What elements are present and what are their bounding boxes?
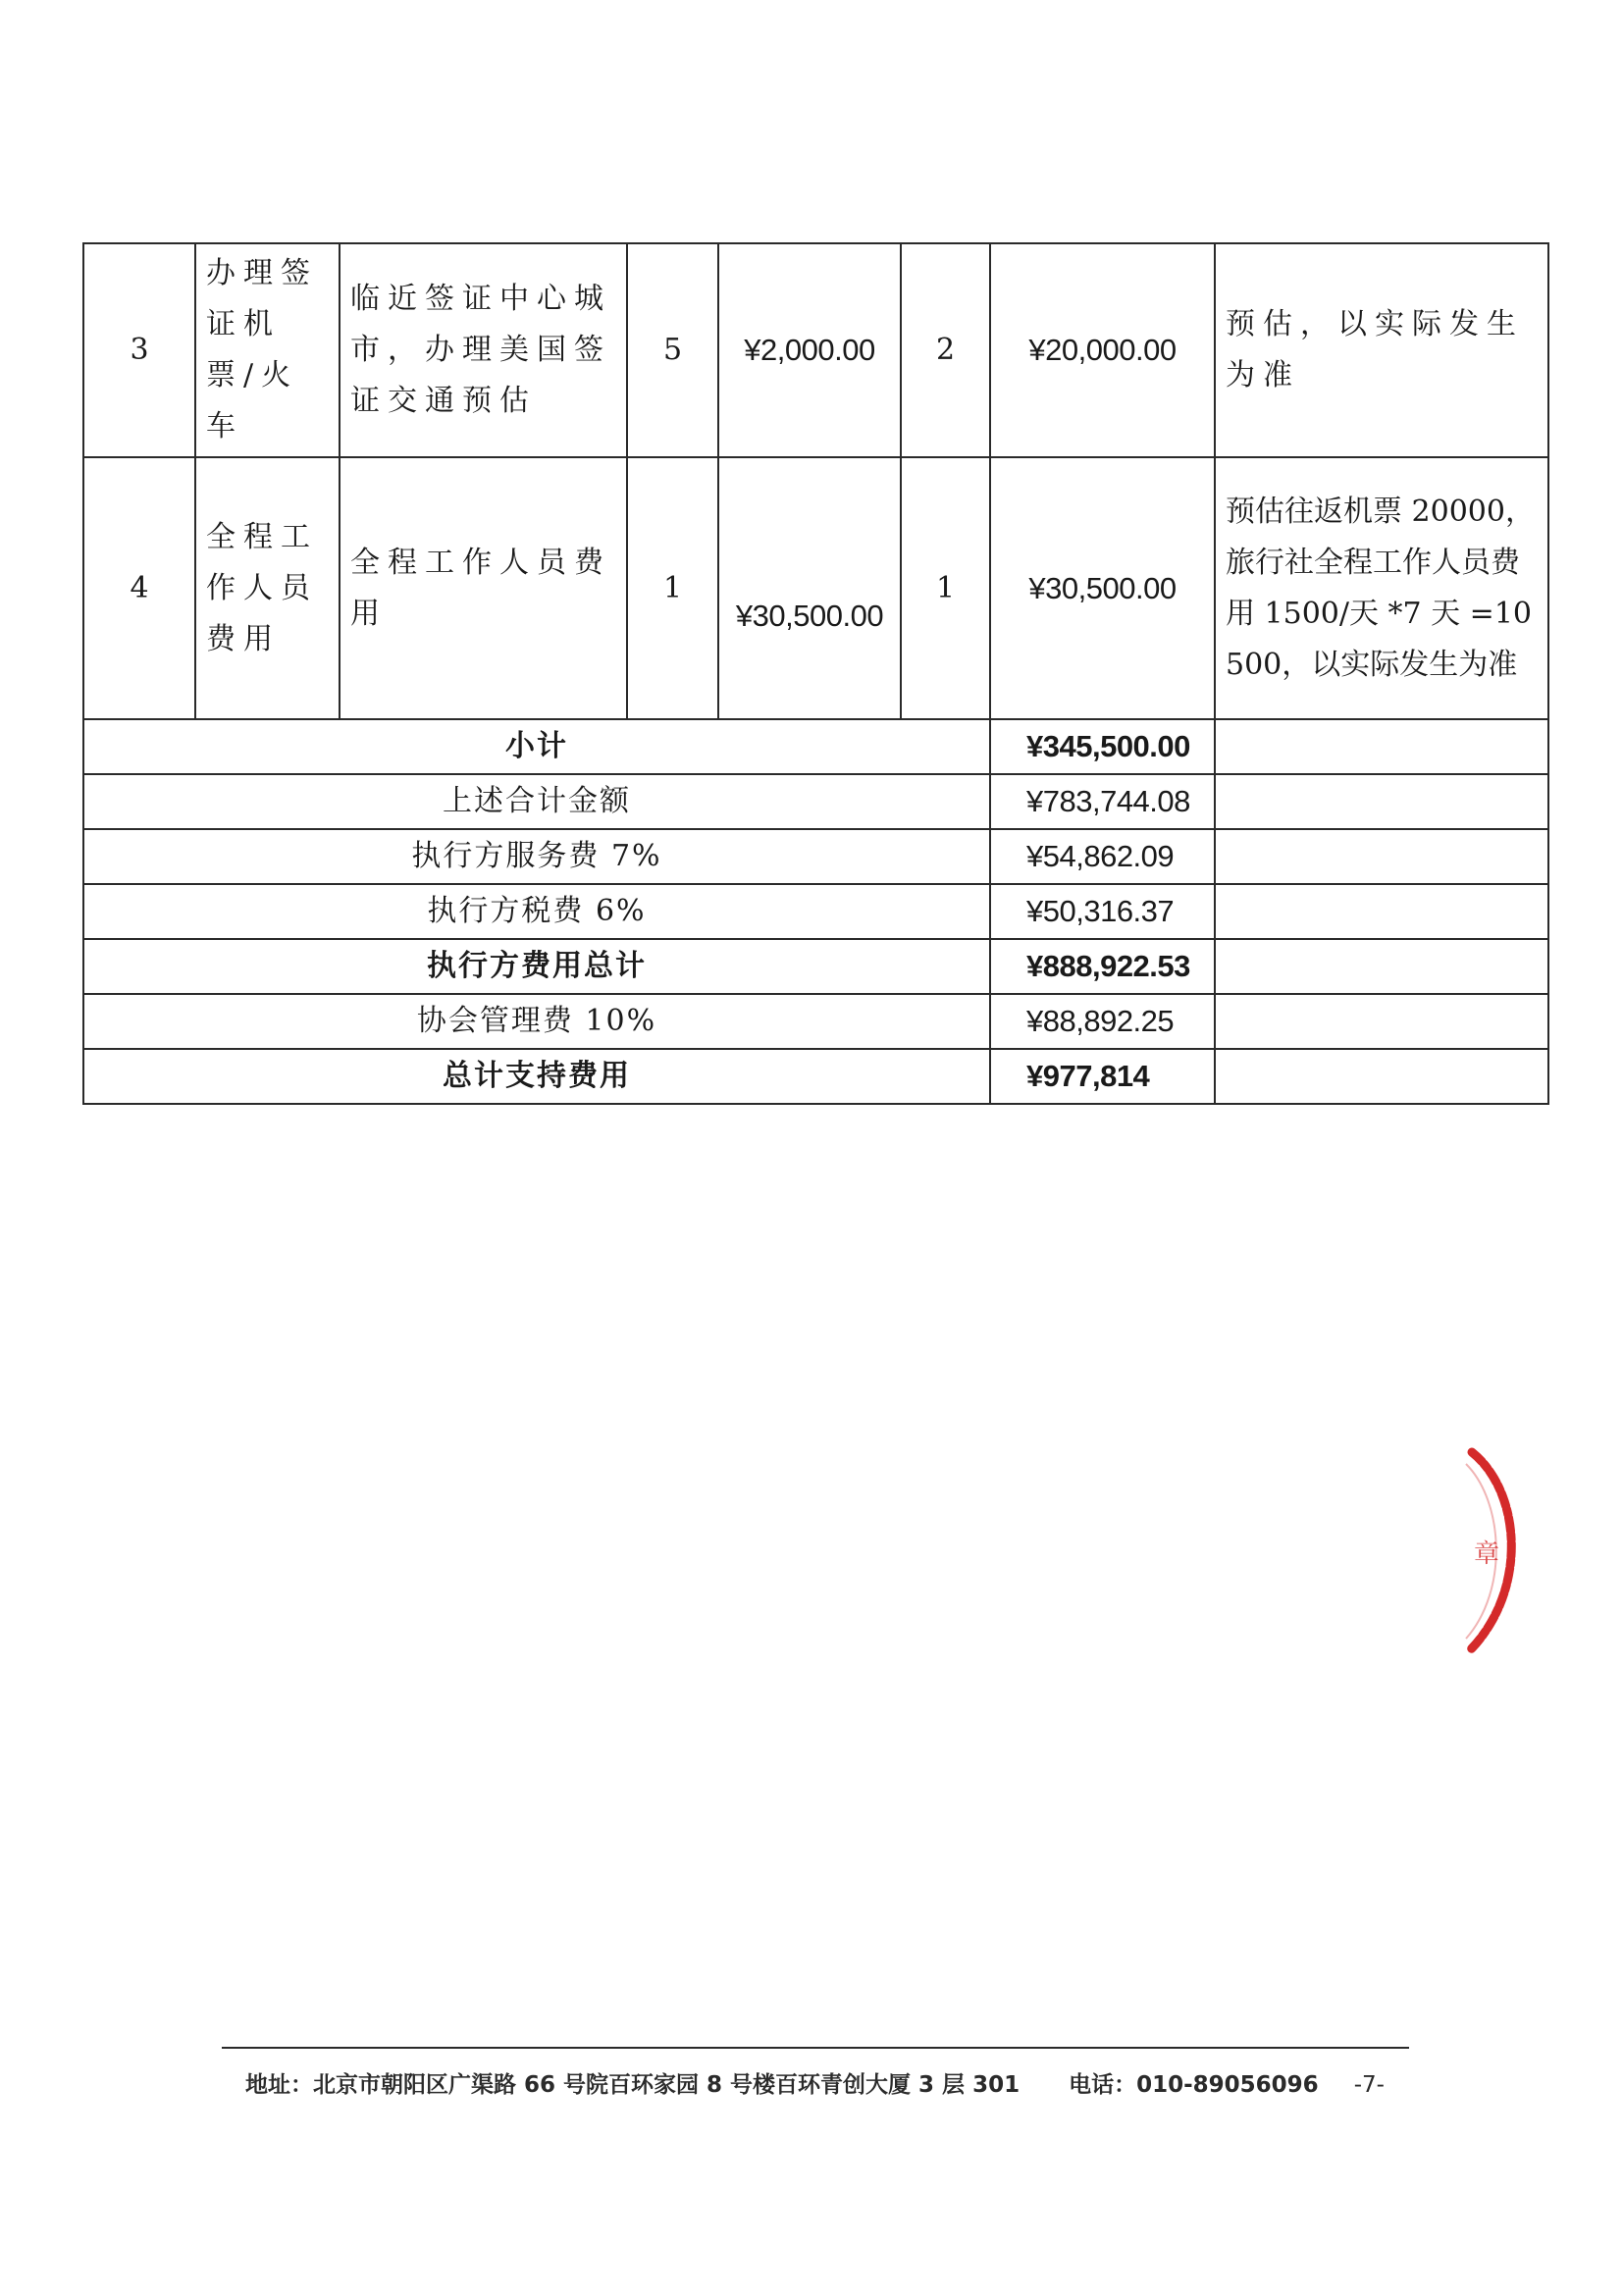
summary-row-subtotal: [83, 719, 1548, 774]
footer-divider: [222, 2047, 1409, 2049]
row-number: 4: [83, 457, 195, 719]
summary-note: [1215, 939, 1548, 994]
summary-row-grand-total: [83, 1049, 1548, 1104]
page-number: -7-: [1353, 2072, 1385, 2098]
row-item: 全程工作人员费用: [195, 457, 340, 719]
row-description: 临近签证中心城市，办理美国签证交通预估: [340, 243, 627, 457]
summary-row-combined: [83, 774, 1548, 829]
summary-amount: ¥977,814: [990, 1049, 1215, 1104]
summary-row-tax: [83, 884, 1548, 939]
summary-amount: ¥783,744.08: [990, 774, 1215, 829]
summary-note: [1215, 994, 1548, 1049]
summary-note: [1215, 719, 1548, 774]
summary-row-service-fee: [83, 829, 1548, 884]
seal-text: 章: [1474, 1539, 1500, 1569]
row-quantity: 1: [627, 457, 718, 719]
row-note: 预估，以实际发生为准: [1215, 243, 1548, 457]
row-note: 预估往返机票 20000，旅行社全程工作人员费用 1500/天 *7 天 =10500，以实际发生为准: [1215, 457, 1548, 719]
summary-amount: ¥345,500.00: [990, 719, 1215, 774]
table-row: [83, 243, 1548, 457]
row-item: 办理签证机票/火车: [195, 243, 340, 457]
row-total: ¥30,500.00: [990, 457, 1215, 719]
summary-note: [1215, 774, 1548, 829]
row-number: 3: [83, 243, 195, 457]
summary-label: 总计支持费用: [83, 1049, 990, 1104]
footer-phone: 电话：010-89056096: [1069, 2072, 1319, 2098]
summary-amount: ¥88,892.25: [990, 994, 1215, 1049]
summary-label: 执行方费用总计: [83, 939, 990, 994]
summary-label: 协会管理费 10%: [83, 994, 990, 1049]
summary-row-management-fee: [83, 994, 1548, 1049]
row-unit-price: ¥2,000.00: [718, 243, 901, 457]
summary-note: [1215, 829, 1548, 884]
page-footer: [245, 2066, 1385, 2099]
summary-row-executor-total: [83, 939, 1548, 994]
table-row: [83, 457, 1548, 719]
summary-label: 执行方服务费 7%: [83, 829, 990, 884]
footer-address: 地址：北京市朝阳区广渠路 66 号院百环家园 8 号楼百环青创大厦 3 层 301: [245, 2072, 1021, 2098]
summary-label: 上述合计金额: [83, 774, 990, 829]
row-total: ¥20,000.00: [990, 243, 1215, 457]
summary-amount: ¥54,862.09: [990, 829, 1215, 884]
row-count: 2: [901, 243, 990, 457]
row-unit-price: ¥30,500.00: [718, 457, 901, 719]
summary-amount: ¥50,316.37: [990, 884, 1215, 939]
summary-label: 执行方税费 6%: [83, 884, 990, 939]
summary-label: 小计: [83, 719, 990, 774]
summary-amount: ¥888,922.53: [990, 939, 1215, 994]
summary-note: [1215, 1049, 1548, 1104]
row-quantity: 5: [627, 243, 718, 457]
budget-table: [82, 242, 1549, 1105]
row-description: 全程工作人员费用: [340, 457, 627, 719]
row-count: 1: [901, 457, 990, 719]
summary-note: [1215, 884, 1548, 939]
seal-stamp-icon: [1444, 1442, 1533, 1658]
